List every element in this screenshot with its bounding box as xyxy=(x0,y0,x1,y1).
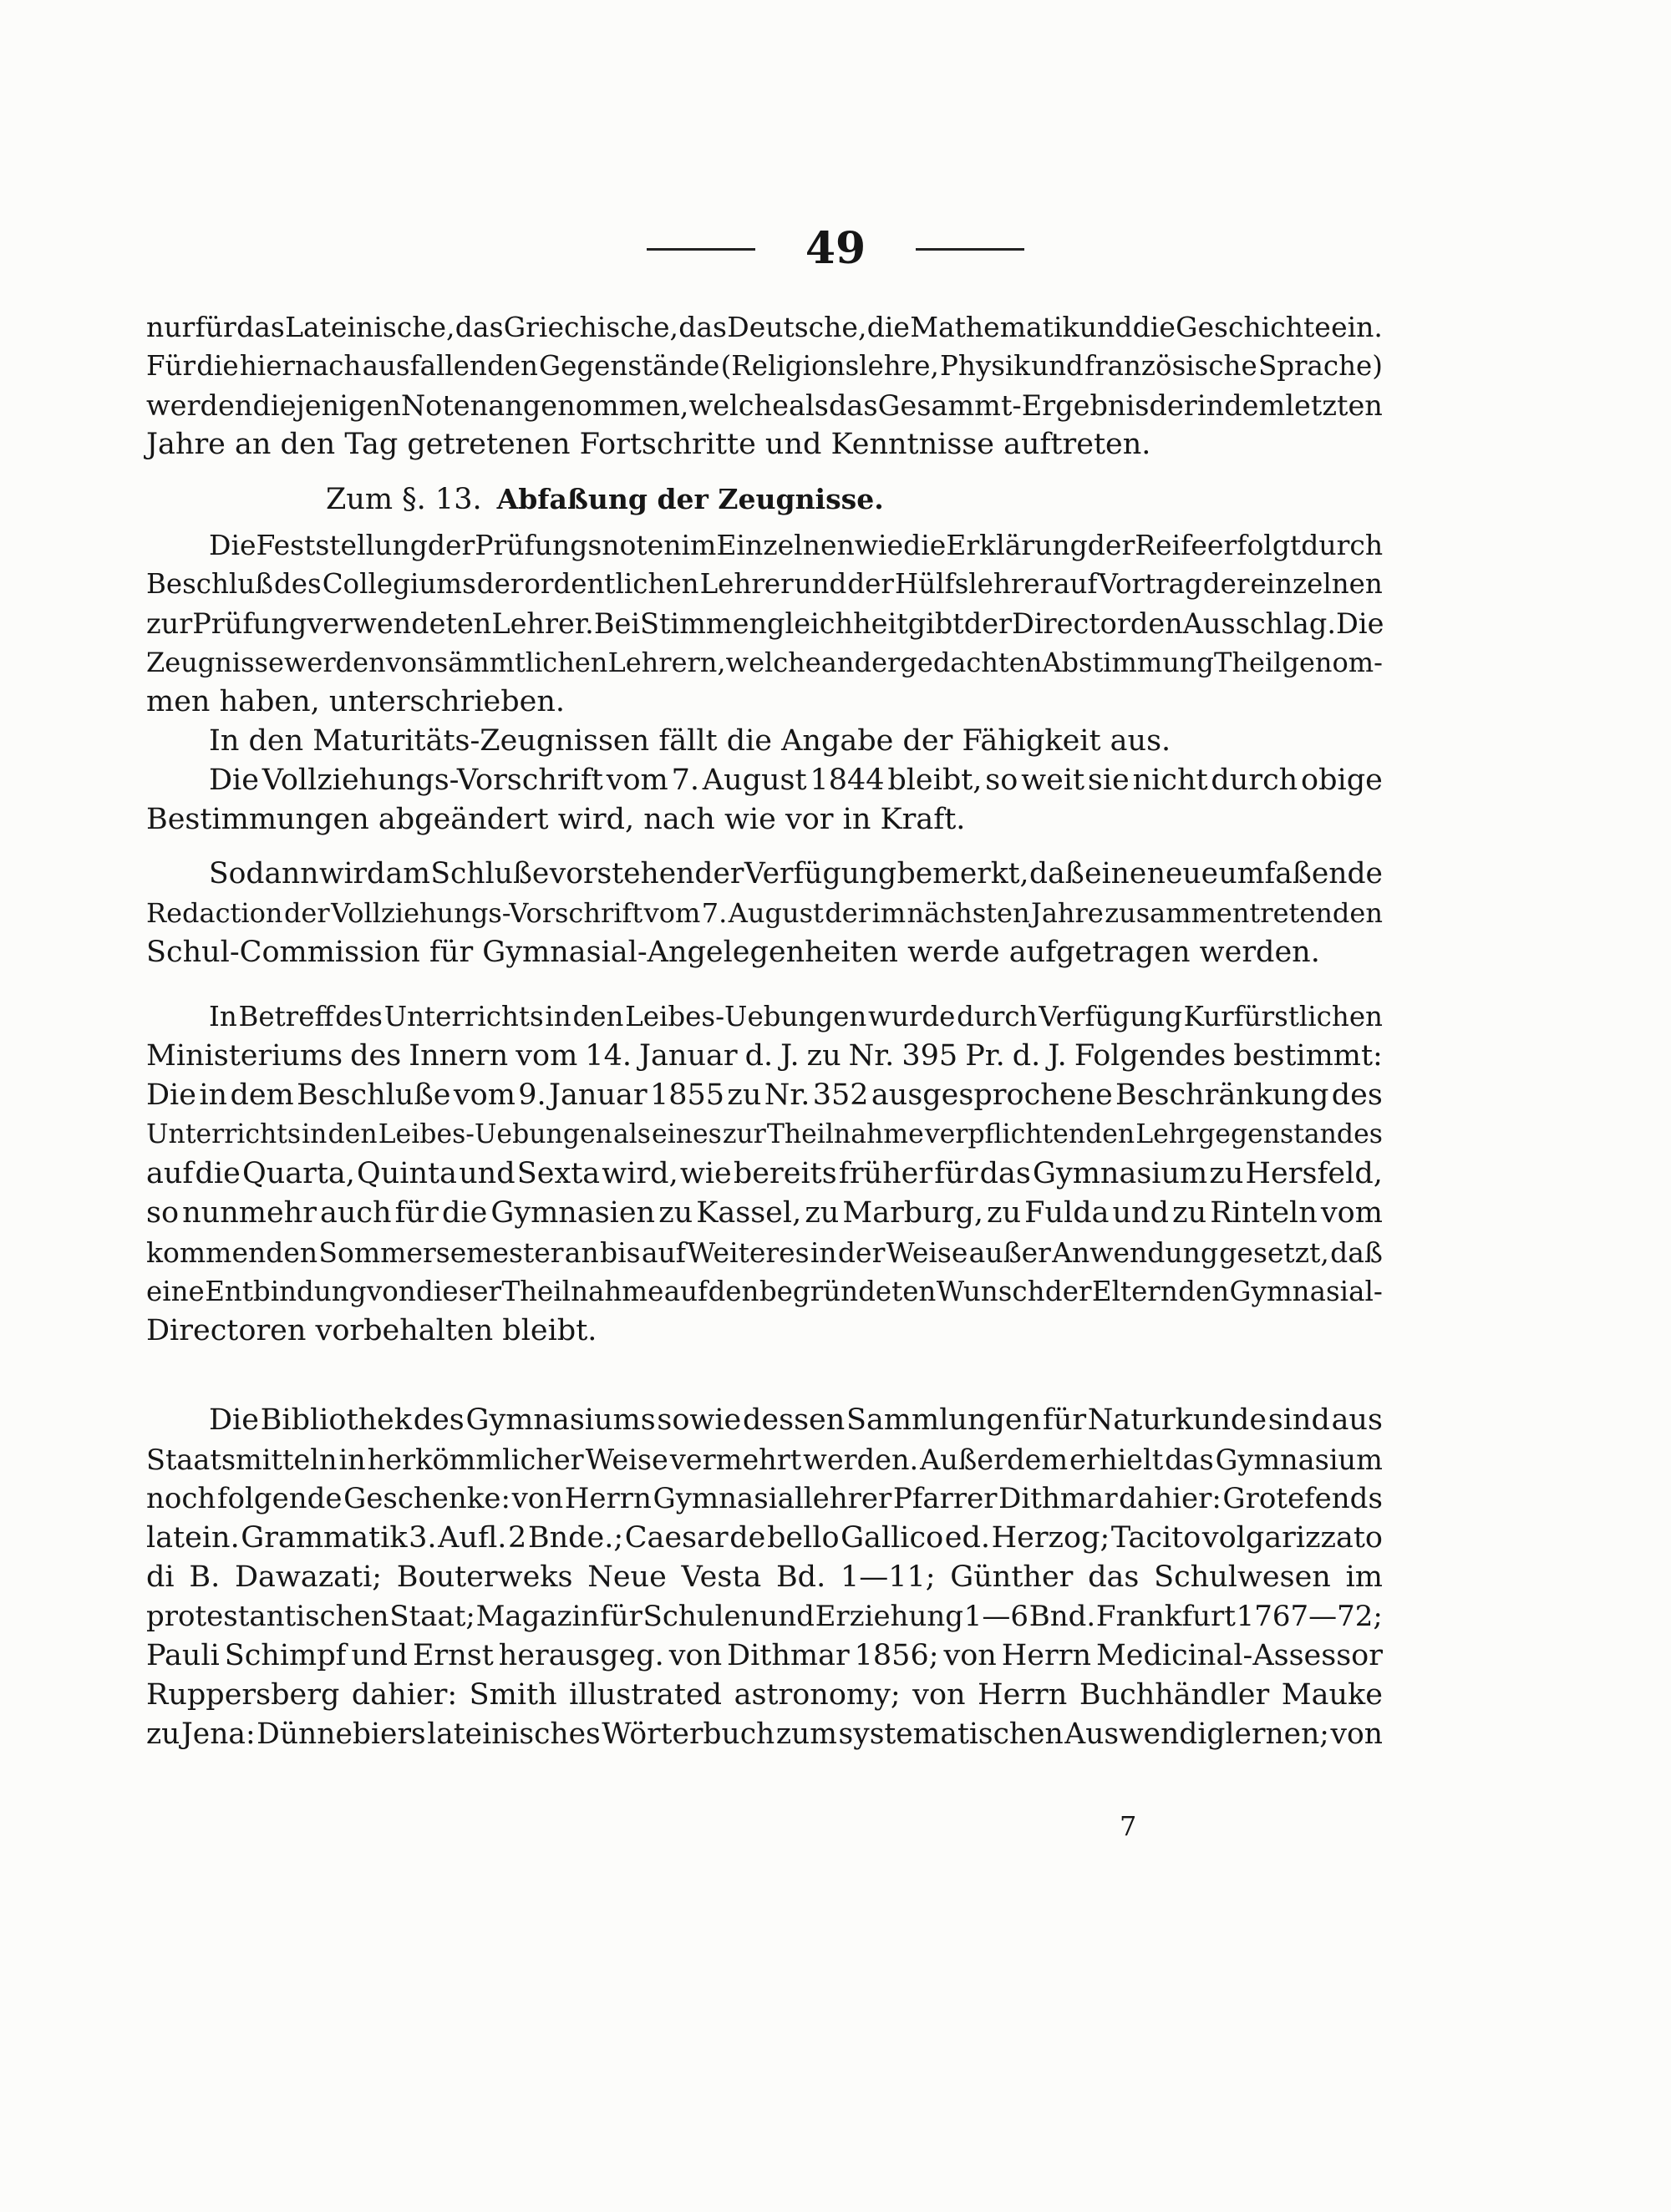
section-title: Abfaßung der Zeugnisse. xyxy=(496,483,884,515)
page-header xyxy=(0,224,1671,274)
text-line: di B. Dawazati; Bouterweks Neue Vesta Bd. 1—11; Günther das Schulwesen im xyxy=(146,1560,1383,1594)
text-line: Die Bibliothek des Gymnasiums sowie dessen Sammlungen für Naturkunde sind aus xyxy=(209,1403,1383,1437)
text-line: Die in dem Beschluße vom 9. Januar 1855 zu Nr. 352 ausgesprochene Beschränkung des xyxy=(146,1078,1383,1112)
header-rule-left xyxy=(647,248,755,251)
text-line: Unterrichts in den Leibes-Uebungen als eines zur Theilnahme verpflichtenden Lehrgegenstandes xyxy=(146,1119,1383,1149)
text-line: protestantischen Staat; Magazin für Schulen und Erziehung 1—6 Bnd. Frankfurt 1767—72; xyxy=(146,1600,1383,1633)
text-line: so nunmehr auch für die Gymnasien zu Kassel, zu Marburg, zu Fulda und zu Rinteln vom xyxy=(146,1196,1383,1230)
body-text xyxy=(146,307,1383,1754)
header-rule-right xyxy=(916,248,1024,251)
signature-mark: 7 xyxy=(1120,1810,1137,1842)
text-line: werden diejenigen Noten angenommen, welche als das Gesammt-Ergebnis der in dem letzten xyxy=(146,389,1383,422)
text-line: Für die hiernach ausfallenden Gegenstände (Religionslehre, Physik und französische Sprache) xyxy=(146,350,1383,382)
text-line: Directoren vorbehalten bleibt. xyxy=(146,1314,597,1347)
text-line: Ministeriums des Innern vom 14. Januar d. J. zu Nr. 395 Pr. d. J. Folgendes bestimmt: xyxy=(146,1039,1383,1073)
page-number: 49 xyxy=(805,223,866,274)
text-line: noch folgende Geschenke: von Herrn Gymnasiallehrer Pfarrer Dithmar dahier: Grotefends xyxy=(146,1482,1383,1515)
text-line: Sodann wird am Schluße vorstehender Verfügung bemerkt, daß eine neue umfaßende xyxy=(209,857,1383,890)
text-line: Beschluß des Collegiums der ordentlichen Lehrer und der Hülfslehrer auf Vortrag der einzelnen xyxy=(146,568,1383,600)
text-line: Schul-Commission für Gymnasial-Angelegenheiten werde aufgetragen werden. xyxy=(146,936,1320,969)
text-line: Die Vollziehungs-Vorschrift vom 7. August 1844 bleibt, so weit sie nicht durch obige xyxy=(209,764,1383,797)
text-line: eine Entbindung von dieser Theilnahme auf den begründeten Wunsch der Eltern den Gymnasial- xyxy=(146,1276,1383,1307)
section-prefix: Zum §. 13. xyxy=(326,483,482,516)
text-line: Bestimmungen abgeändert wird, nach wie vor in Kraft. xyxy=(146,803,966,836)
section-heading xyxy=(146,479,1383,519)
text-line: Ruppersberg dahier: Smith illustrated astronomy; von Herrn Buchhändler Mauke xyxy=(146,1678,1383,1712)
text-line: nur für das Lateinische, das Griechische, das Deutsche, die Mathematik und die Geschichte ein. xyxy=(146,311,1383,343)
text-line: latein. Grammatik 3. Aufl. 2 Bnde.; Caesar de bello Gallico ed. Herzog; Tacito volgarizzato xyxy=(146,1521,1383,1555)
text-line: Jahre an den Tag getretenen Fortschritte und Kenntnisse auftreten. xyxy=(146,428,1151,461)
text-line: Redaction der Vollziehungs-Vorschrift vom 7. August der im nächsten Jahre zusammentretenden xyxy=(146,897,1383,929)
text-line: Die Feststellung der Prüfungsnoten im Einzelnen wie die Erklärung der Reife erfolgt durch xyxy=(209,529,1384,561)
text-line: Pauli Schimpf und Ernst herausgeg. von Dithmar 1856; von Herrn Medicinal-Assessor xyxy=(146,1639,1383,1672)
text-line: auf die Quarta, Quinta und Sexta wird, wie bereits früher für das Gymnasium zu Hersfeld, xyxy=(146,1157,1383,1190)
text-line: Staatsmitteln in herkömmlicher Weise vermehrt werden. Außerdem erhielt das Gymnasium xyxy=(146,1443,1383,1476)
text-line: kommenden Sommersemester an bis auf Weiteres in der Weise außer Anwendung gesetzt, daß xyxy=(146,1236,1383,1269)
text-line: In Betreff des Unterrichts in den Leibes-Uebungen wurde durch Verfügung Kurfürstlichen xyxy=(209,1001,1383,1032)
text-line: zu Jena: Dünnebiers lateinisches Wörterbuch zum systematischen Auswendiglernen; von xyxy=(146,1717,1383,1751)
text-line: In den Maturitäts-Zeugnissen fällt die Angabe der Fähigkeit aus. xyxy=(209,724,1171,758)
text-line: zur Prüfung verwendeten Lehrer. Bei Stimmengleichheit gibt der Director den Ausschlag. Die xyxy=(146,607,1384,640)
text-line: men haben, unterschrieben. xyxy=(146,685,566,718)
text-line: Zeugnisse werden von sämmtlichen Lehrern, welche an der gedachten Abstimmung Theil genom- xyxy=(146,647,1383,678)
